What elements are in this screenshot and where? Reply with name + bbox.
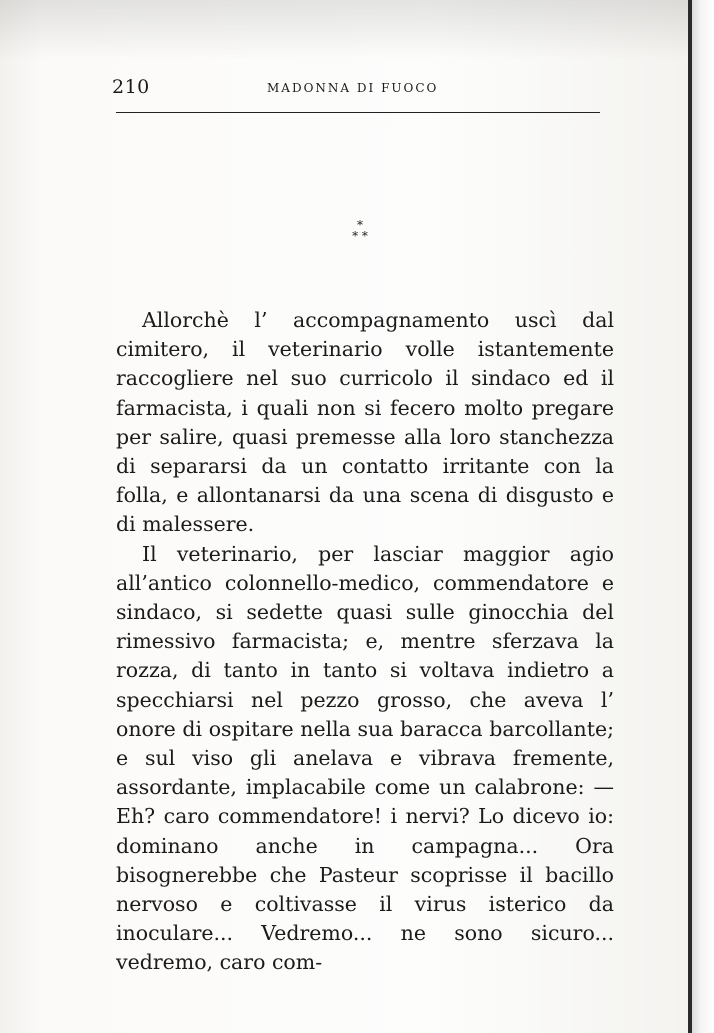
page-edge-line xyxy=(688,0,692,1033)
asterism-bottom: * * xyxy=(352,229,368,243)
header-rule xyxy=(116,112,600,113)
body-text xyxy=(116,306,614,978)
page-number: 210 xyxy=(112,76,150,98)
paragraph-2: Il veterinario, per lasciar maggior agio all’antico colonnello-medico, commendatore e sindaco, si sedette quasi sulle ginocchia del rimessivo farmacista; e, mentre sferzava la rozza, di tanto in tanto si voltava indietro a specchiarsi nel pezzo grosso, che aveva l’ onore di ospitare nella sua baracca barcollante; e sul viso gli anelava e vibrava fremente, assordante, implacabile come un calabrone: — Eh? caro commendatore! i nervi? Lo dicevo io: dominano anche in campagna... Ora bisognerebbe che Pasteur scoprisse il bacillo nervoso e coltivasse il virus isterico da inoculare... Vedremo... ne sono sicuro... vedremo, caro com- xyxy=(116,541,614,975)
page-gutter-shadow xyxy=(692,0,714,1033)
paragraph-1: Allorchè l’ accompagnamento uscì dal cimitero, il veterinario volle istantemente raccogliere nel suo curricolo il sindaco ed il farmacista, i quali non si fecero molto pregare per salire, quasi premesse alla loro stanchezza di separarsi da un contatto irritante con la folla, e allontanarsi da una scena di disgusto e di malessere. xyxy=(116,308,614,537)
section-break-asterism xyxy=(340,220,380,242)
page-header xyxy=(112,76,600,100)
running-title: MADONNA DI FUOCO xyxy=(267,81,439,95)
asterism-top: * xyxy=(357,218,363,232)
page-top-shadow xyxy=(0,0,714,60)
